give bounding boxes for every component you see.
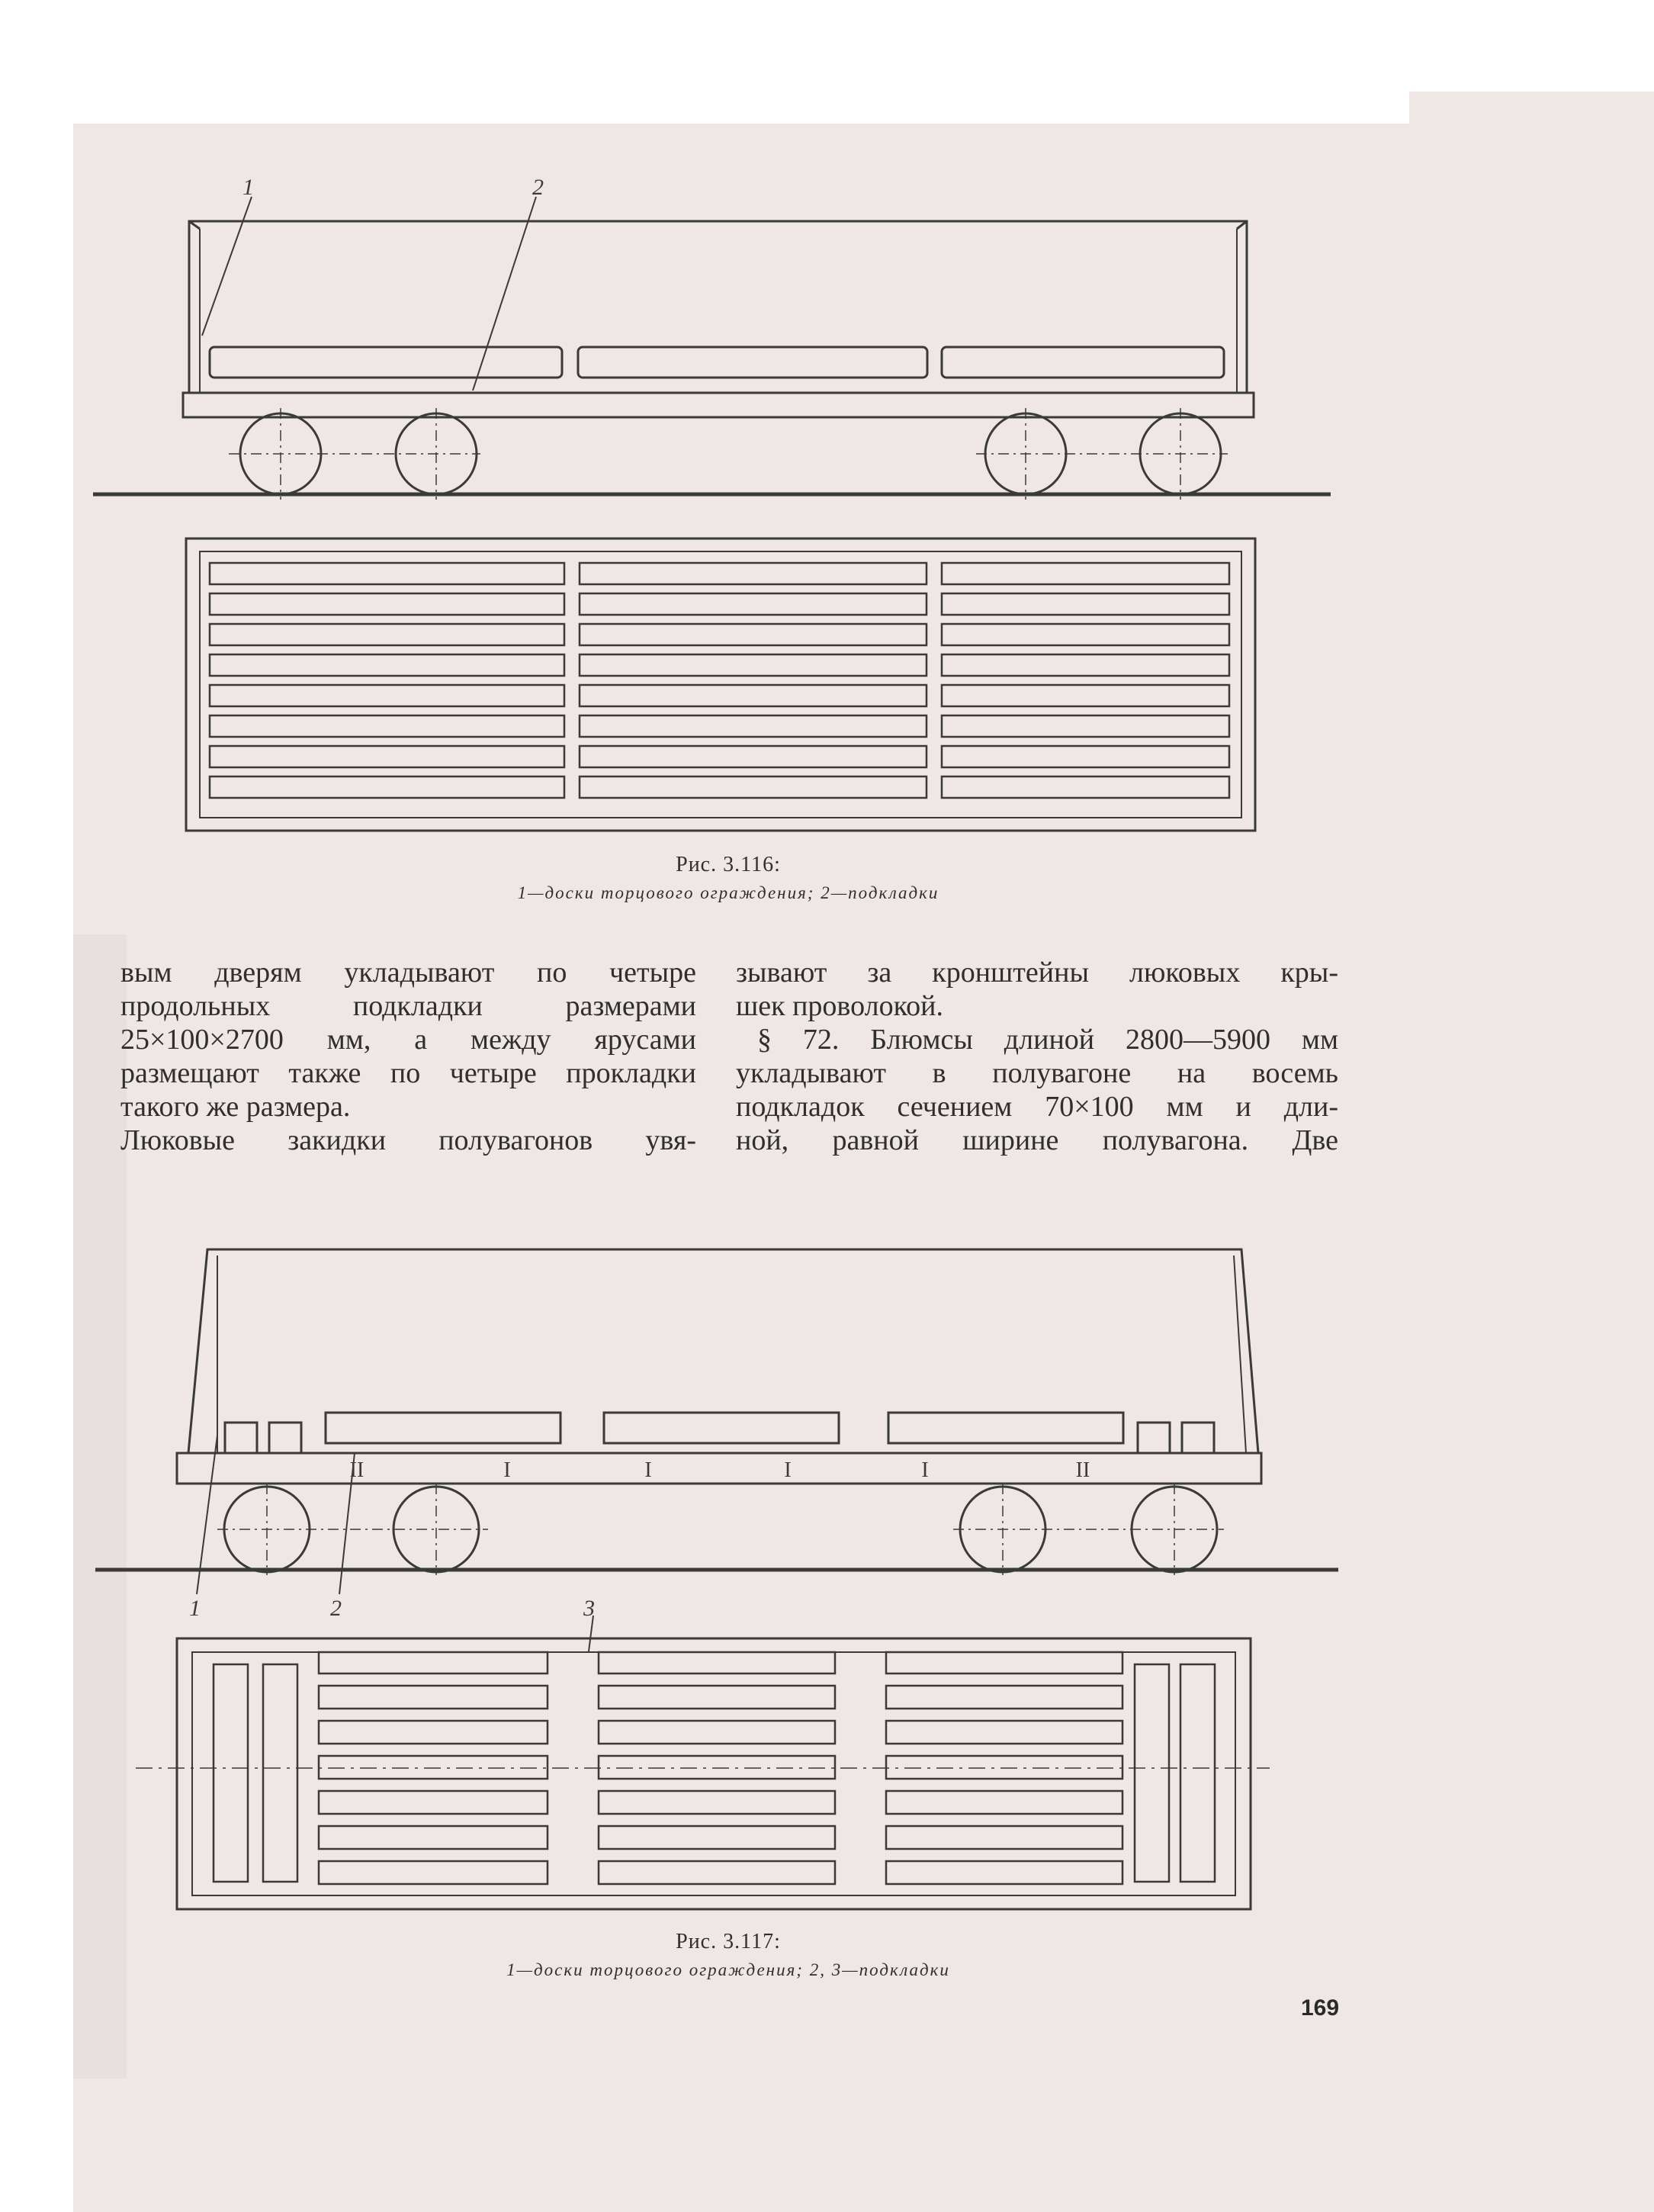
figure-3-117-label-3: 3 <box>583 1596 595 1621</box>
beam-mark: II <box>1075 1458 1090 1482</box>
page-margin-shadow <box>73 934 127 2079</box>
beam-mark: I <box>503 1458 511 1482</box>
text-right-line-1: зывают за кронштейны люковых кры- <box>736 956 1338 989</box>
text-right-line-4: укладывают в полувагоне на восемь <box>736 1057 1338 1089</box>
figure-3-117-caption: Рис. 3.117: <box>676 1930 781 1953</box>
text-right-line-5: подкладок сечением 70×100 мм и дли- <box>736 1091 1338 1123</box>
beam-mark: I <box>921 1458 929 1482</box>
page-background-upper-right <box>1409 92 1654 2212</box>
text-left-line-1: вым дверям укладывают по четыре <box>120 956 696 989</box>
figure-3-116-label-1: 1 <box>242 175 254 200</box>
text-left-line-2: продольных подкладки размерами <box>120 990 696 1022</box>
figure-3-116-caption: Рис. 3.116: <box>676 853 781 876</box>
text-left-line-4: размещают также по четыре прокладки <box>120 1057 696 1089</box>
text-right-line-3: § 72. Блюмсы длиной 2800—5900 мм <box>757 1024 1338 1056</box>
figure-3-116-label-2: 2 <box>532 175 544 200</box>
beam-mark: I <box>784 1458 792 1482</box>
beam-mark: II <box>349 1458 365 1482</box>
text-left-line-6: Люковые закидки полувагонов увя- <box>120 1124 696 1156</box>
text-left-line-3: 25×100×2700 мм, а между ярусами <box>120 1024 696 1056</box>
page-number: 169 <box>1301 1995 1340 2021</box>
text-right-line-2: шек проволокой. <box>736 990 943 1022</box>
beam-mark: I <box>644 1458 652 1482</box>
text-right-line-6: ной, равной ширине полувагона. Две <box>736 1124 1338 1156</box>
figure-3-116-legend: 1—доски торцового ограждения; 2—подкладки <box>517 883 939 902</box>
figure-3-117-label-1: 1 <box>189 1596 201 1621</box>
figure-3-117-legend: 1—доски торцового ограждения; 2, 3—подкладки <box>506 1960 950 1979</box>
text-left-line-5: такого же размера. <box>120 1091 351 1123</box>
figure-3-117-label-2: 2 <box>330 1596 342 1621</box>
page-background <box>73 124 1409 2212</box>
